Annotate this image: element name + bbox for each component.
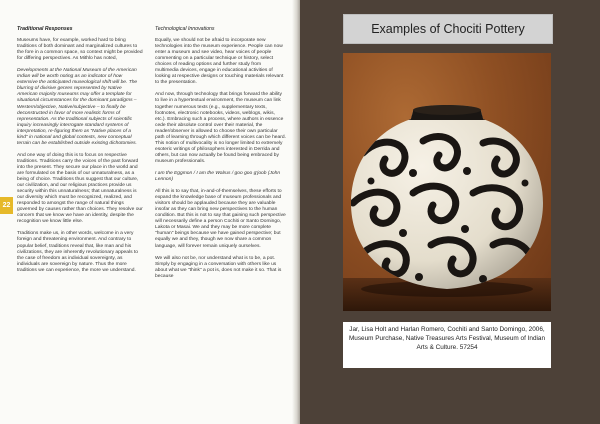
epigraph-quote: I am the Eggmon / I am the Walrus / goo goo g'joob (John Lennon) [155, 170, 281, 183]
page-number-tab: 22 [0, 197, 13, 214]
paragraph: And now, through technology that brings forward the ability to live in a hypertextual environment, the museum can link together numerous texts (e.g., supplementary texts, footnotes, electronic notebooks, videos, weblogs, wikis, etc.). Embracing such a process, where authors in essence cede their absolute control over their material, the reader/observer is allowed to choose their own particular path of learning through which different voices can be heard. This notion of multivocality is no longer limited to extremely esoteric writings of philosophers interested in Derrida and others, but can now actually be found being embraced by museum professionals. [155, 92, 286, 164]
column-heading: Technological Innovations [155, 26, 215, 32]
block-quote: Developments at the National Museum of the American Indian will be worth noting as an indicator of how extensive the anticipated museological shift will be. The blurring of divisive genres represented by Native American majority museums may offer a template for situational circumstances for the dominant paradigms – Western/objective, Native/subjective – to finally be deconstructed in favor of more realistic forms of representation. As the traditional subjects of scientific inquiry increasingly interrogate standard systems of interpretation, re-figuring them as "Native places of a kind" in national and global contexts, new conceptual terrain can be established outside existing dichotomies. [17, 68, 138, 146]
book-gutter [292, 0, 300, 424]
column-heading: Traditional Responses [17, 26, 73, 32]
column-technological-innovations [155, 26, 286, 286]
cochiti-jar-illustration [343, 53, 551, 311]
pot-body [343, 93, 551, 303]
paragraph: Traditions make us, in other words, welcome in a very foreign and threatening environment. And contrary to popular belief, traditions reveal that, like man and his civilizations, they are inherently revolutionary appeals to the case of freedom as individual sovereignty, as individuals are sovereign by nature. Thus the more traditions we can experience, the more we understand. [17, 231, 138, 273]
paragraph: All this is to say that, in-and-of-themselves, these efforts to expand the knowledge base of museum professionals and visitors should be applauded because they are valuable insofar as they can bring new perspectives to the human condition. But this is not to say that gaining such perspective will necessarily define a person Cochiti or Santo Domingo, Lakota or Masai. We and they may be more complete "human" beings because we have gained perspective; but equally we and they, though we now share a common language, will forever remain uniquely ourselves. [155, 189, 286, 249]
paragraph: Equally, we should not be afraid to incorporate new technologies into the museum experience. People can now enter a museum and see video, hear voices of people commenting on a particular technique or history, select choices of reading options and further study from multimedia devices, engage in educational activities of looking at respective designs or touching materials relevant to the presentation. [155, 38, 284, 86]
paragraph: We will also not be, nor understand what is to be, a pot. Simply by engaging in a conversation with others like us about what we "think" a pot is, does not make it so. That is because [155, 255, 282, 279]
pot-rim [413, 105, 481, 115]
page-title: Examples of Chociti Pottery [343, 14, 553, 44]
photo-page [300, 0, 600, 424]
photo-caption: Jar, Lisa Holt and Harlan Romero, Cochiti and Santo Domingo, 2006, Museum Purchase, Native Treasures Arts Festival, Museum of Indian Arts & Culture. 57254 [343, 322, 551, 368]
paragraph: And one way of doing this is to focus on respective traditions. Traditions carry the voices of the past forward into the present. They secure our place in the world and are formulated on the basis of our unnaturalness, as a being of choice. Traditions thus suggest that our culture, our civilization, and our religious practices provide us security within this unnaturalness; that unnaturalness is our diversity which must be recognized, realized, and responded to amongst the range of natural things governed by causes rather than choices. They resolve our concern that we know we have an identity, despite the recognition we know little else. [17, 152, 143, 225]
text-page [0, 0, 297, 424]
paragraph: Museums have, for example, worked hard to bring traditions of both dominant and marginalized cultures to the fore in a common space, so context might be provided for differing perspectives. As Mithlo has noted, [17, 38, 143, 62]
column-traditional-responses [17, 26, 143, 280]
pottery-photo [343, 53, 551, 311]
